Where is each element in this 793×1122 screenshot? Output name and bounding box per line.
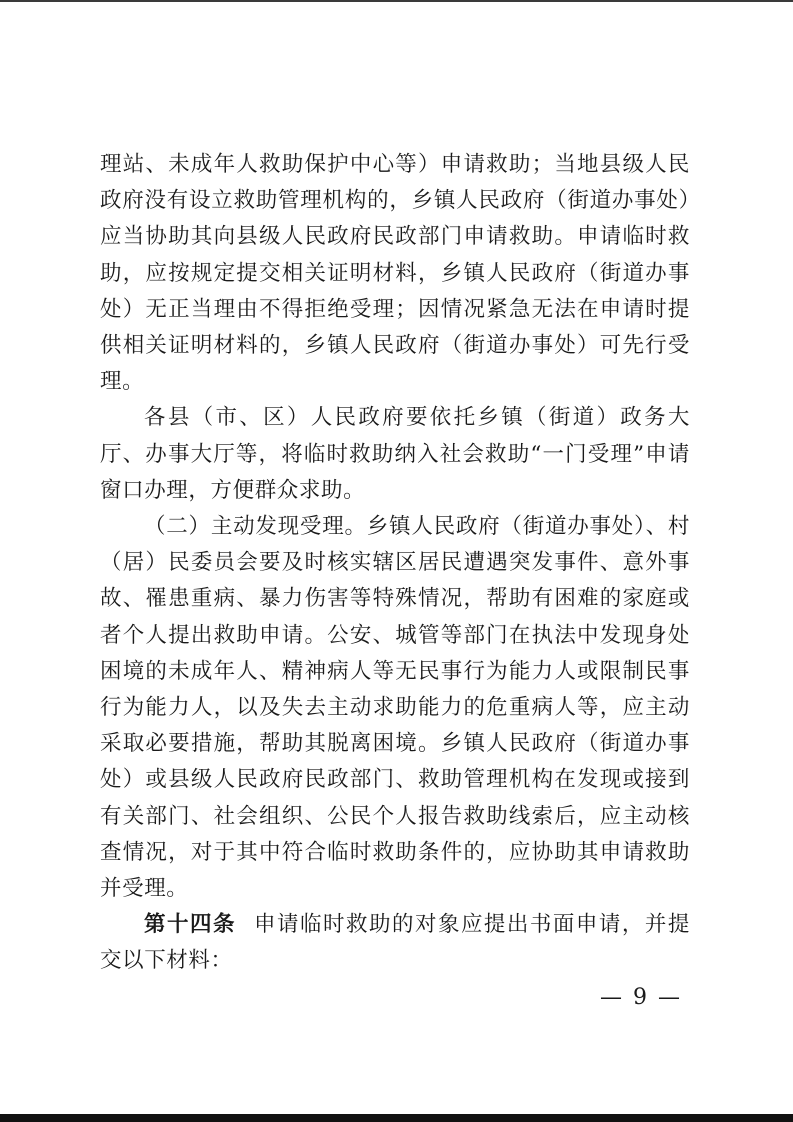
scan-edge-bottom — [0, 1114, 793, 1122]
article-14-text: 申请临时救助的对象应提出书面申请，并提交以下材料： — [100, 912, 690, 974]
scan-edge-top — [0, 0, 793, 2]
page-number: — 9 — — [600, 985, 682, 1010]
paragraph-continued: 理站、未成年人救助保护中心等）申请救助；当地县级人民政府没有设立救助管理机构的，乡镇人民政府（街道办事处）应当协助其向县级人民政府民政部门申请救助。申请临时救助，应按规定提交相关证明材料，乡镇人民政府（街道办事处）无正当理由不得拒绝受理；因情况紧急无法在申请时提供相关证明材料的，乡镇人民政府（街道办事处）可先行受理。 — [100, 152, 690, 395]
paragraph-service-hall: 各县（市、区）人民政府要依托乡镇（街道）政务大厅、办事大厅等，将临时救助纳入社会救助“一门受理”申请窗口办理，方便群众求助。 — [100, 405, 690, 503]
paragraph-active-discovery: （二）主动发现受理。乡镇人民政府（街道办事处）、村（居）民委员会要及时核实辖区居民遭遇突发事件、意外事故、罹患重病、暴力伤害等特殊情况，帮助有困难的家庭或者个人提出救助申请。公安、城管等部门在执法中发现身处困境的未成年人、精神病人等无民事行为能力人或限制民事行为能力人，以及失去主动求助能力的危重病人等，应主动采取必要措施，帮助其脱离困境。乡镇人民政府（街道办事处）或县级人民政府民政部门、救助管理机构在发现或接到有关部门、社会组织、公民个人报告救助线索后，应主动核查情况，对于其中符合临时救助条件的，应协助其申请救助并受理。 — [100, 514, 690, 902]
article-14-paragraph — [100, 907, 690, 979]
article-14-number: 第十四条 — [144, 912, 236, 938]
page-body — [100, 147, 690, 980]
